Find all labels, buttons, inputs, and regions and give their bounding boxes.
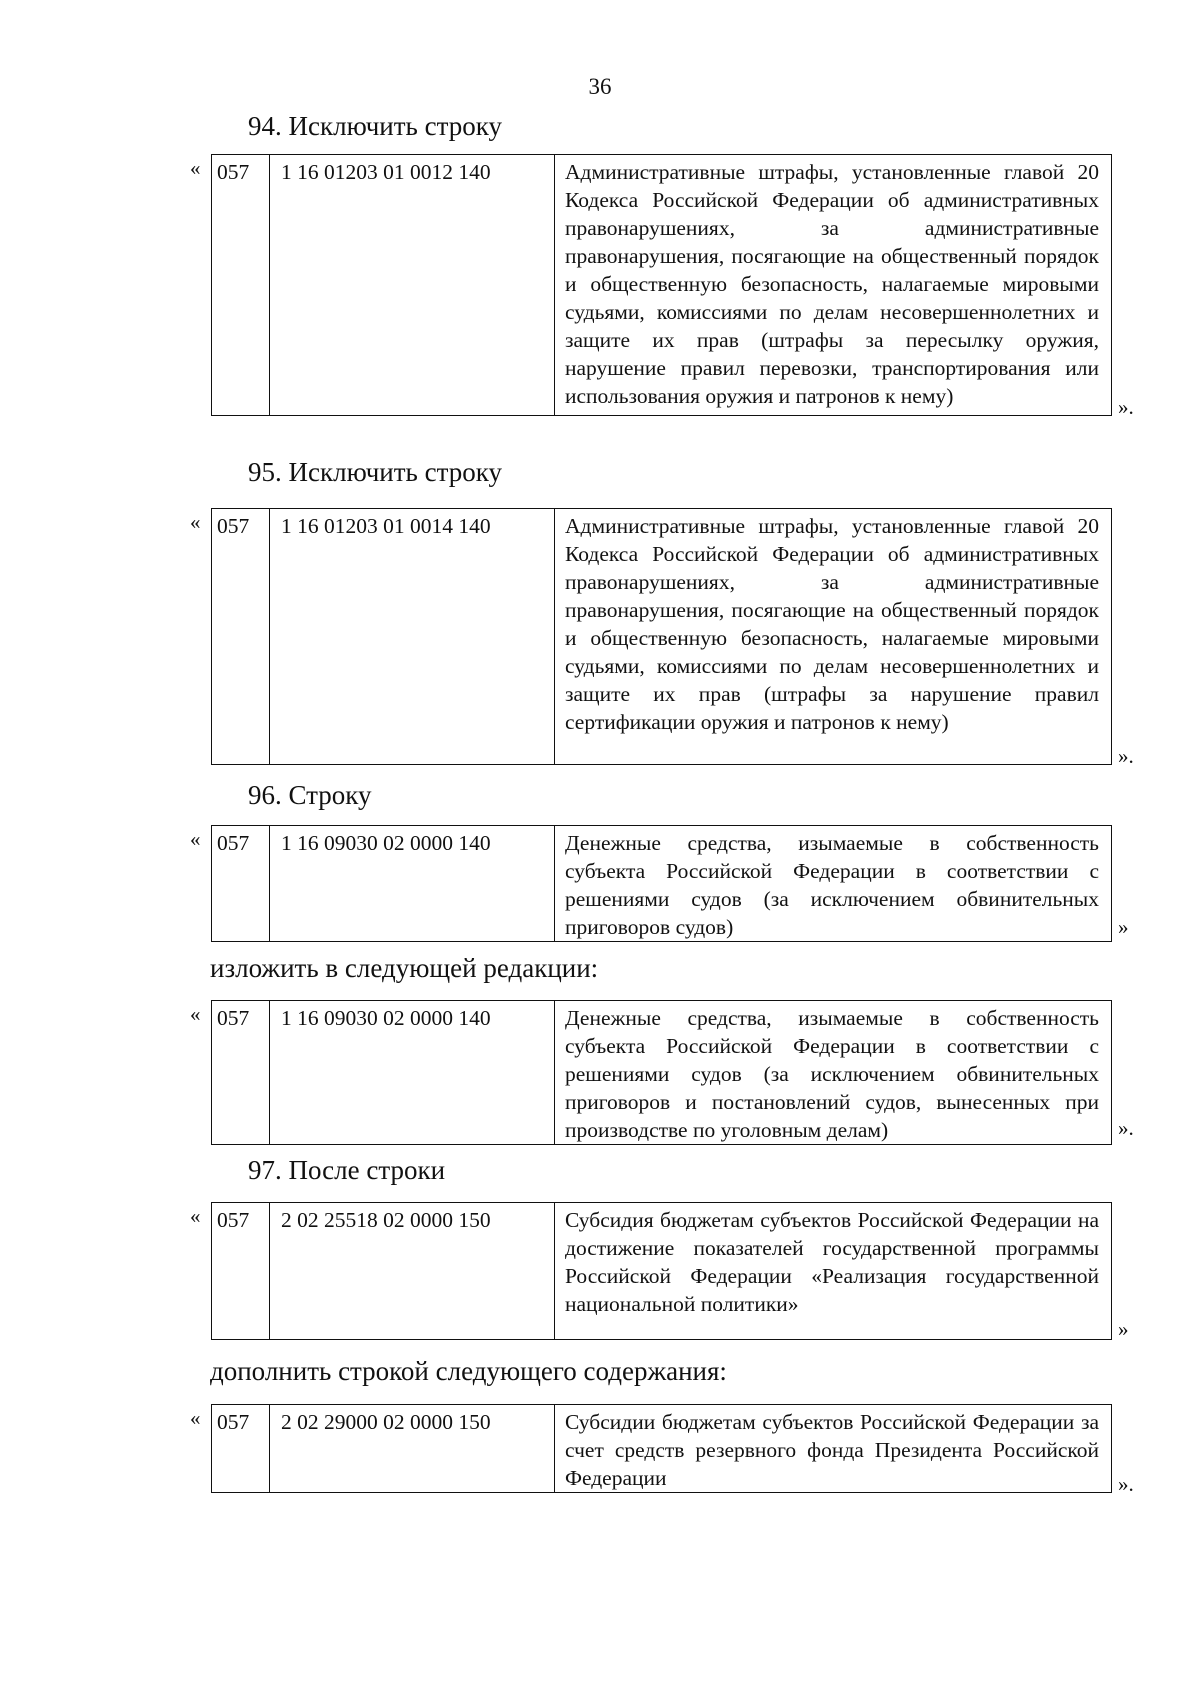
close-quote: ». <box>1118 1472 1134 1496</box>
kbk-code-cell: 1 16 01203 01 0014 140 <box>270 509 555 765</box>
open-quote: « <box>190 827 201 851</box>
open-quote: « <box>190 510 201 534</box>
open-quote: « <box>190 1406 201 1430</box>
kbk-code-cell: 2 02 25518 02 0000 150 <box>270 1203 555 1340</box>
admin-code-cell: 057 <box>212 155 270 416</box>
open-quote: « <box>190 156 201 180</box>
description-cell: Субсидии бюджетам субъектов Российской Федерации за счет средств резервного фонда Президента Российской Федерации <box>555 1405 1112 1493</box>
description-cell: Административные штрафы, установленные главой 20 Кодекса Российской Федерации об административных правонарушениях, за административные правонарушения, посягающие на общественный порядок и общественную безопасность, налагаемые мировыми судьями, комиссиями по делам несовершеннолетних и защите их прав (штрафы за пересылку оружия, нарушение правил перевозки, транспортирования или использования оружия и патронов к нему) <box>555 155 1112 416</box>
section-heading-95: 95. Исключить строку <box>248 457 502 487</box>
open-quote: « <box>190 1204 201 1228</box>
kbk-code-cell: 1 16 09030 02 0000 140 <box>270 1001 555 1145</box>
admin-code-cell: 057 <box>212 1203 270 1340</box>
close-quote: » <box>1118 1317 1129 1341</box>
description-cell: Денежные средства, изымаемые в собственность субъекта Российской Федерации в соответствии с решениями судов (за исключением обвинительных приговоров и постановлений судов, вынесенных при производстве по уголовным делам) <box>555 1001 1112 1145</box>
admin-code-cell: 057 <box>212 1405 270 1493</box>
close-quote: ». <box>1118 744 1134 768</box>
open-quote: « <box>190 1002 201 1026</box>
kbk-code-cell: 1 16 01203 01 0012 140 <box>270 155 555 416</box>
close-quote: » <box>1118 915 1129 939</box>
kbk-code-cell: 2 02 29000 02 0000 150 <box>270 1405 555 1493</box>
description-cell: Денежные средства, изымаемые в собственность субъекта Российской Федерации в соответствии с решениями судов (за исключением обвинительных приговоров судов) <box>555 826 1112 942</box>
section-heading-97: 97. После строки <box>248 1155 446 1185</box>
close-quote: ». <box>1118 395 1134 419</box>
description-cell: Административные штрафы, установленные главой 20 Кодекса Российской Федерации об административных правонарушениях, за административные правонарушения, посягающие на общественный порядок и общественную безопасность, налагаемые мировыми судьями, комиссиями по делам несовершеннолетних и защите их прав (штрафы за нарушение правил сертификации оружия и патронов к нему) <box>555 509 1112 765</box>
kbk-code-cell: 1 16 09030 02 0000 140 <box>270 826 555 942</box>
section-heading-96: 96. Строку <box>248 780 372 810</box>
budget-code-table <box>211 1404 1112 1493</box>
budget-code-table <box>211 1000 1112 1145</box>
budget-code-table <box>211 154 1112 416</box>
budget-code-table <box>211 508 1112 765</box>
admin-code-cell: 057 <box>212 1001 270 1145</box>
section-heading-94: 94. Исключить строку <box>248 111 502 141</box>
budget-code-table <box>211 825 1112 942</box>
close-quote: ». <box>1118 1116 1134 1140</box>
section-heading-addition: дополнить строкой следующего содержания: <box>210 1356 727 1386</box>
description-cell: Субсидия бюджетам субъектов Российской Федерации на достижение показателей государственной программы Российской Федерации «Реализация государственной национальной политики» <box>555 1203 1112 1340</box>
budget-code-table <box>211 1202 1112 1340</box>
admin-code-cell: 057 <box>212 826 270 942</box>
admin-code-cell: 057 <box>212 509 270 765</box>
page-number: 36 <box>588 74 612 99</box>
section-heading-new-wording: изложить в следующей редакции: <box>210 953 599 983</box>
